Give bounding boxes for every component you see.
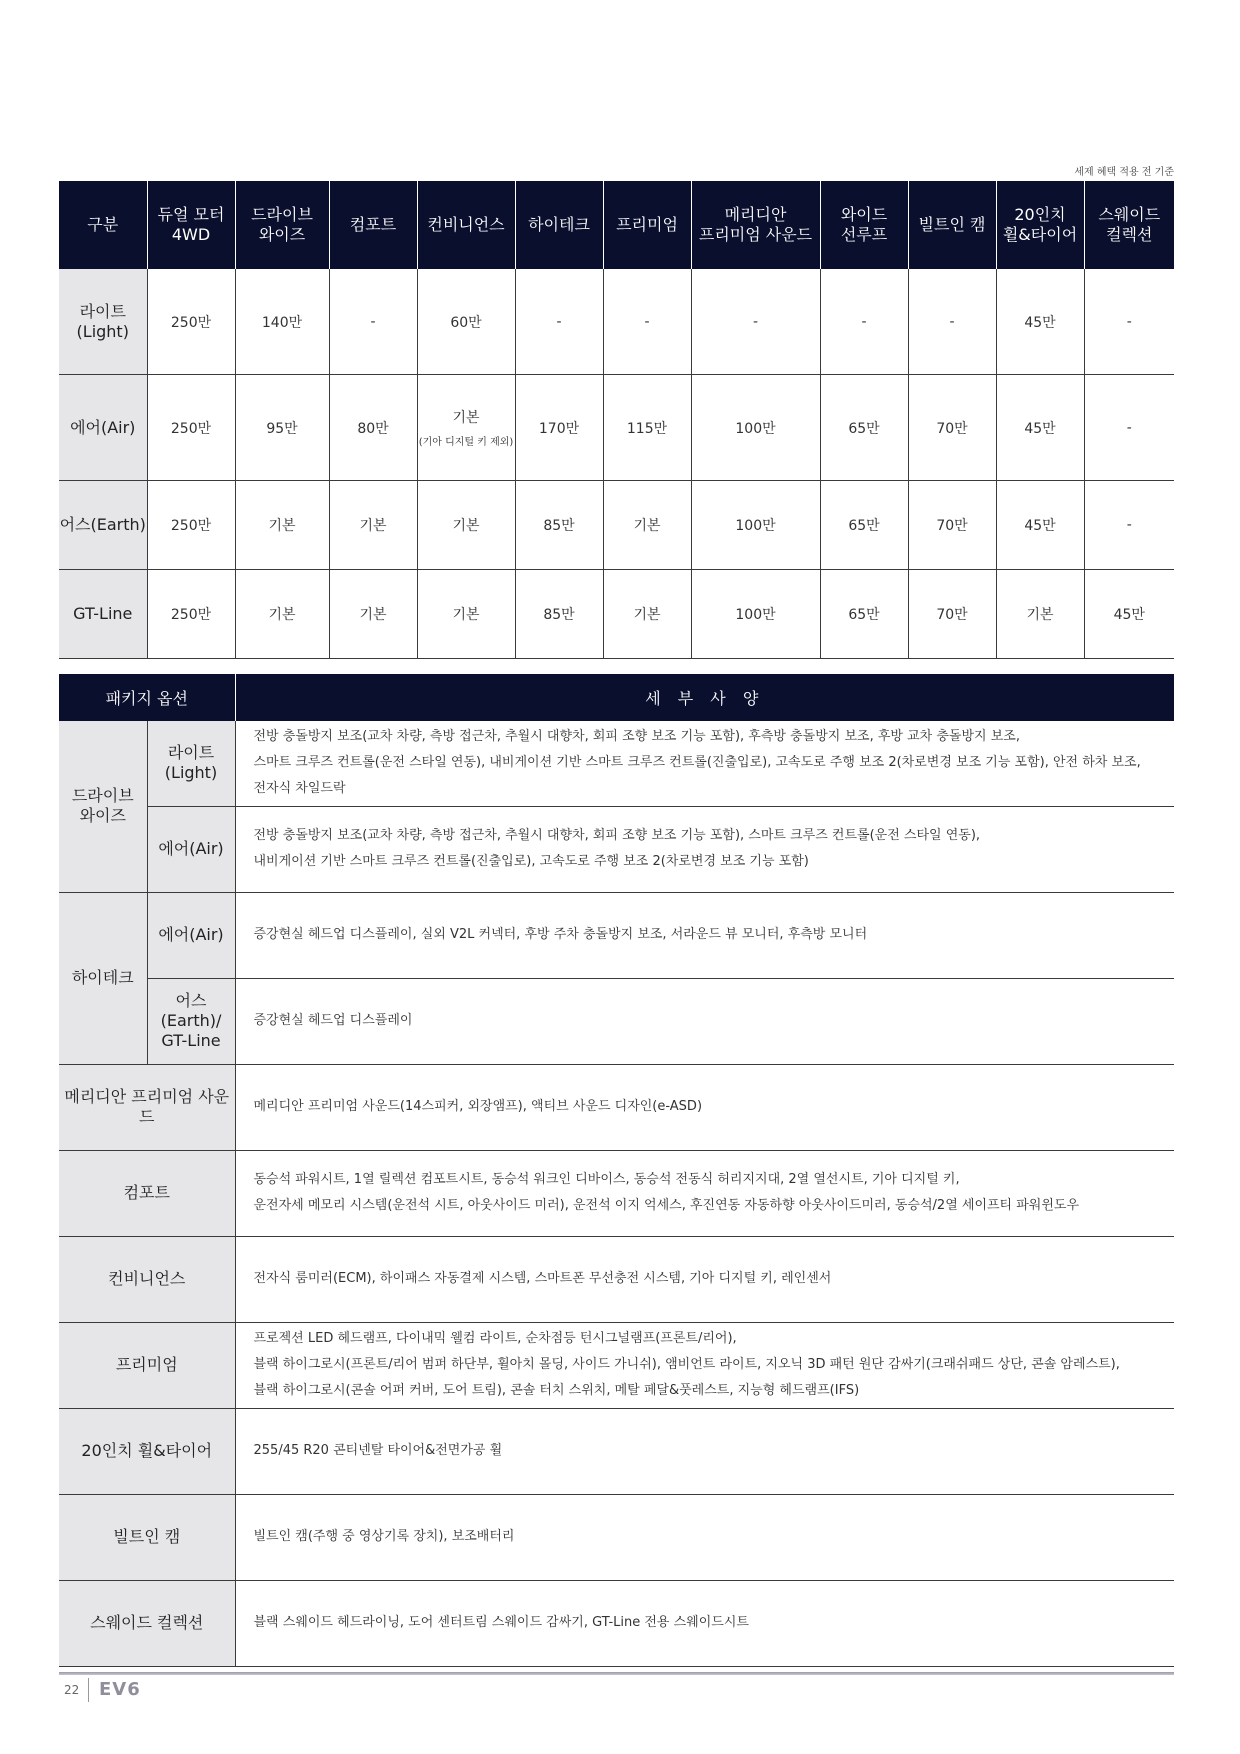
price-cell: 80만 bbox=[329, 375, 417, 481]
header-drive-wise: 드라이브 와이즈 bbox=[235, 181, 329, 269]
header-convenience: 컨비니언스 bbox=[417, 181, 515, 269]
package-row-hi-tech-earth bbox=[59, 978, 1174, 1064]
header-dual-motor-4wd: 듀얼 모터 4WD bbox=[147, 181, 235, 269]
footer-divider bbox=[88, 1678, 89, 1702]
price-row-air bbox=[59, 375, 1174, 481]
package-detail: 증강현실 헤드업 디스플레이, 실외 V2L 커넥터, 후방 주차 충돌방지 보조, 서라운드 뷰 모니터, 후측방 모니터 bbox=[235, 892, 1174, 978]
price-row-gt-line bbox=[59, 570, 1174, 659]
convenience-note: (기아 디지털 키 제외) bbox=[418, 437, 514, 448]
header-builtin-cam: 빌트인 캠 bbox=[908, 181, 996, 269]
price-cell: 65만 bbox=[820, 375, 908, 481]
package-row-convenience bbox=[59, 1236, 1174, 1322]
price-cell: 기본 bbox=[235, 570, 329, 659]
price-cell: 기본 bbox=[235, 481, 329, 570]
package-detail: 블랙 스웨이드 헤드라이닝, 도어 센터트림 스웨이드 감싸기, GT-Line 전용 스웨이드시트 bbox=[235, 1580, 1174, 1666]
trim-label: 라이트 (Light) bbox=[59, 269, 147, 375]
package-detail: 동승석 파워시트, 1열 릴렉션 컴포트시트, 동승석 워크인 디바이스, 동승석 전동식 허리지지대, 2열 열선시트, 기아 디지털 키, 운전자세 메모리 시스템(운전석 시트, 아웃사이드 미러), 운전석 이지 억세스, 후진연동 자동하향 아웃사이드미러, 동승석/2열 세이프티 파워윈도우 bbox=[235, 1150, 1174, 1236]
header-comfort: 컴포트 bbox=[329, 181, 417, 269]
price-cell: 85만 bbox=[515, 481, 603, 570]
price-cell: 70만 bbox=[908, 375, 996, 481]
package-label-drive-wise: 드라이브 와이즈 bbox=[59, 721, 147, 892]
header-premium: 프리미엄 bbox=[603, 181, 691, 269]
package-label-comfort: 컴포트 bbox=[59, 1150, 235, 1236]
trim-label-light: 라이트 (Light) bbox=[147, 721, 235, 806]
price-cell: 115만 bbox=[603, 375, 691, 481]
price-cell: 85만 bbox=[515, 570, 603, 659]
price-cell: 250만 bbox=[147, 570, 235, 659]
price-cell: 250만 bbox=[147, 375, 235, 481]
package-row-drive-wise-air bbox=[59, 806, 1174, 892]
price-cell: 기본 bbox=[603, 481, 691, 570]
price-cell: - bbox=[1084, 269, 1174, 375]
price-cell: 기본 bbox=[329, 481, 417, 570]
price-cell: 65만 bbox=[820, 481, 908, 570]
package-label-premium: 프리미엄 bbox=[59, 1322, 235, 1408]
package-row-hi-tech-air bbox=[59, 892, 1174, 978]
package-row-builtin-cam bbox=[59, 1494, 1174, 1580]
price-cell: 250만 bbox=[147, 481, 235, 570]
price-cell: 기본 bbox=[417, 570, 515, 659]
package-label-20inch-wheel: 20인치 휠&타이어 bbox=[59, 1408, 235, 1494]
package-table-header-row bbox=[59, 674, 1174, 721]
package-detail: 255/45 R20 콘티넨탈 타이어&전면가공 휠 bbox=[235, 1408, 1174, 1494]
price-cell: 100만 bbox=[691, 481, 820, 570]
price-cell: 170만 bbox=[515, 375, 603, 481]
price-cell: - bbox=[691, 269, 820, 375]
trim-label: GT-Line bbox=[59, 570, 147, 659]
price-cell: - bbox=[329, 269, 417, 375]
package-detail: 전방 충돌방지 보조(교차 차량, 측방 접근차, 추월시 대향차, 회피 조향 보조 기능 포함), 스마트 크루즈 컨트롤(운전 스타일 연동), 내비게이션 기반 스마트 크루즈 컨트롤(진출입로), 고속도로 주행 보조 2(차로변경 보조 기능 포함) bbox=[235, 806, 1174, 892]
package-label-builtin-cam: 빌트인 캠 bbox=[59, 1494, 235, 1580]
price-cell: 45만 bbox=[1084, 570, 1174, 659]
package-label-convenience: 컨비니언스 bbox=[59, 1236, 235, 1322]
price-cell: 140만 bbox=[235, 269, 329, 375]
trim-label: 에어(Air) bbox=[59, 375, 147, 481]
price-cell: - bbox=[1084, 375, 1174, 481]
price-cell: 기본 bbox=[417, 481, 515, 570]
price-cell: - bbox=[603, 269, 691, 375]
header-package-option: 패키지 옵션 bbox=[59, 674, 235, 721]
price-cell: - bbox=[820, 269, 908, 375]
package-detail: 빌트인 캠(주행 중 영상기록 장치), 보조배터리 bbox=[235, 1494, 1174, 1580]
header-suede-collection: 스웨이드 컬렉션 bbox=[1084, 181, 1174, 269]
price-cell: 70만 bbox=[908, 570, 996, 659]
tax-basis-note: 세제 혜택 적용 전 기준 bbox=[1074, 167, 1174, 178]
price-cell: 100만 bbox=[691, 570, 820, 659]
price-cell: - bbox=[1084, 481, 1174, 570]
price-cell: 100만 bbox=[691, 375, 820, 481]
package-detail-table bbox=[59, 674, 1174, 1667]
footer-rule bbox=[59, 1672, 1174, 1675]
price-row-light bbox=[59, 269, 1174, 375]
header-category: 구분 bbox=[59, 181, 147, 269]
price-cell: 기본 bbox=[603, 570, 691, 659]
package-label-suede-collection: 스웨이드 컬렉션 bbox=[59, 1580, 235, 1666]
model-name: EV6 bbox=[99, 1679, 141, 1700]
price-cell-convenience: 기본 (기아 디지털 키 제외) bbox=[417, 375, 515, 481]
price-cell: 기본 bbox=[329, 570, 417, 659]
package-row-drive-wise-light bbox=[59, 721, 1174, 806]
price-cell: 60만 bbox=[417, 269, 515, 375]
trim-label-earth-gt-line: 어스 (Earth)/ GT-Line bbox=[147, 978, 235, 1064]
option-price-table bbox=[59, 181, 1174, 659]
trim-label-air: 에어(Air) bbox=[147, 806, 235, 892]
package-detail: 전자식 룸미러(ECM), 하이패스 자동결제 시스템, 스마트폰 무선충전 시스템, 기아 디지털 키, 레인센서 bbox=[235, 1236, 1174, 1322]
package-label-meridian: 메리디안 프리미엄 사운드 bbox=[59, 1064, 235, 1150]
price-cell: 65만 bbox=[820, 570, 908, 659]
package-row-suede-collection bbox=[59, 1580, 1174, 1666]
price-row-earth bbox=[59, 481, 1174, 570]
package-row-meridian bbox=[59, 1064, 1174, 1150]
package-detail: 프로젝션 LED 헤드램프, 다이내믹 웰컴 라이트, 순차점등 턴시그널램프(프론트/리어), 블랙 하이그로시(프론트/리어 범퍼 하단부, 휠아치 몰딩, 사이드 가니쉬), 앰비언트 라이트, 지오닉 3D 패턴 원단 감싸기(크래쉬패드 상단, 콘솔 암레스트), 블랙 하이그로시(콘솔 어퍼 커버, 도어 트림), 콘솔 터치 스위치, 메탈 페달&풋레스트, 지능형 헤드램프(IFS) bbox=[235, 1322, 1174, 1408]
trim-label: 어스(Earth) bbox=[59, 481, 147, 570]
price-cell: 95만 bbox=[235, 375, 329, 481]
package-row-premium bbox=[59, 1322, 1174, 1408]
price-cell: - bbox=[908, 269, 996, 375]
price-cell: 45만 bbox=[996, 269, 1084, 375]
package-row-comfort bbox=[59, 1150, 1174, 1236]
trim-label-air: 에어(Air) bbox=[147, 892, 235, 978]
price-cell: 기본 bbox=[996, 570, 1084, 659]
package-label-hi-tech: 하이테크 bbox=[59, 892, 147, 1064]
package-detail: 메리디안 프리미엄 사운드(14스피커, 외장앰프), 액티브 사운드 디자인(e-ASD) bbox=[235, 1064, 1174, 1150]
price-table-header-row bbox=[59, 181, 1174, 269]
package-row-20inch-wheel bbox=[59, 1408, 1174, 1494]
price-cell: 45만 bbox=[996, 375, 1084, 481]
price-cell: 250만 bbox=[147, 269, 235, 375]
package-detail: 증강현실 헤드업 디스플레이 bbox=[235, 978, 1174, 1064]
header-specification: 세 부 사 양 bbox=[235, 674, 1174, 721]
package-detail: 전방 충돌방지 보조(교차 차량, 측방 접근차, 추월시 대향차, 회피 조향 보조 기능 포함), 후측방 충돌방지 보조, 후방 교차 충돌방지 보조, 스마트 크루즈 컨트롤(운전 스타일 연동), 내비게이션 기반 스마트 크루즈 컨트롤(진출입로), 고속도로 주행 보조 2(차로변경 보조 기능 포함), 안전 하차 보조, 전자식 차일드락 bbox=[235, 721, 1174, 806]
price-cell: 70만 bbox=[908, 481, 996, 570]
page-number: 22 bbox=[64, 1683, 80, 1697]
header-hi-tech: 하이테크 bbox=[515, 181, 603, 269]
price-cell: 45만 bbox=[996, 481, 1084, 570]
price-cell: - bbox=[515, 269, 603, 375]
header-20inch-wheel: 20인치 휠&타이어 bbox=[996, 181, 1084, 269]
header-meridian-sound: 메리디안 프리미엄 사운드 bbox=[691, 181, 820, 269]
header-wide-sunroof: 와이드 선루프 bbox=[820, 181, 908, 269]
